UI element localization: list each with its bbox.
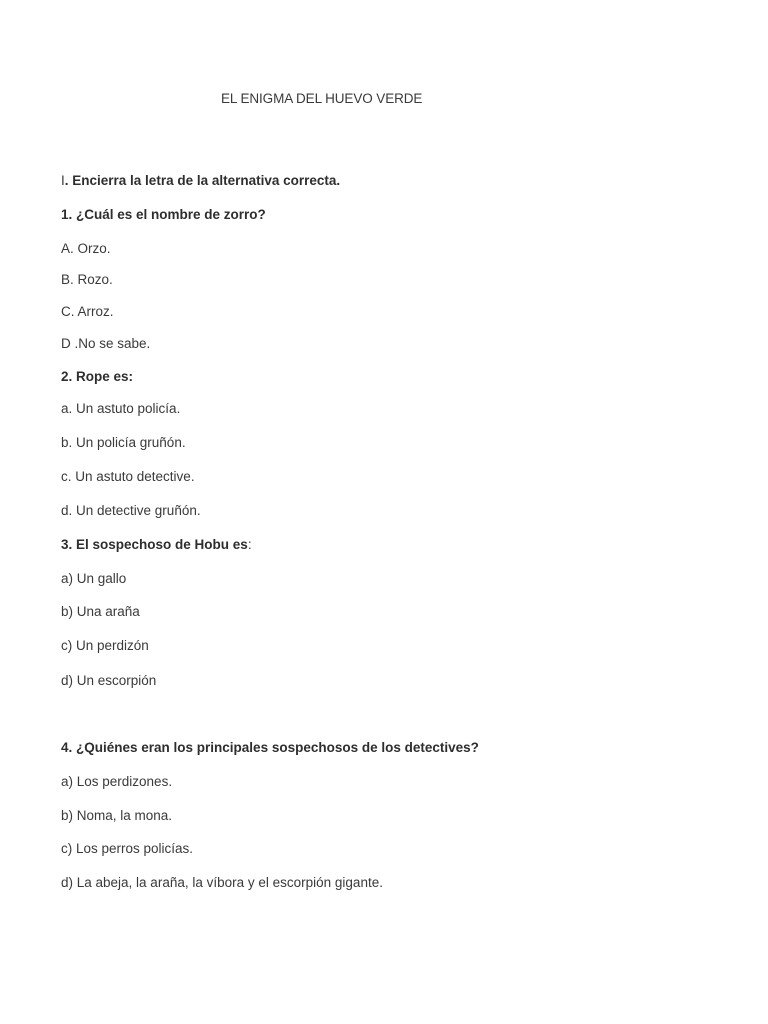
section-instruction <box>61 172 340 190</box>
question-3-option-c: c) Un perdizón <box>61 638 149 653</box>
question-4-prompt: 4. ¿Quiénes eran los principales sospechosos de los detectives? <box>61 740 479 755</box>
question-3-option-a: a) Un gallo <box>61 571 127 586</box>
question-2-option-c: c. Un astuto detective. <box>61 469 195 484</box>
question-1-option-a: A. Orzo. <box>61 241 111 256</box>
question-1-prompt: 1. ¿Cuál es el nombre de zorro? <box>61 207 266 222</box>
question-2-prompt: 2. Rope es: <box>61 369 134 384</box>
instruction-text: . Encierra la letra de la alternativa correcta. <box>64 173 341 188</box>
question-4-option-a: a) Los perdizones. <box>61 774 173 789</box>
question-3-prompt: 3. El sospechoso de Hobu es <box>61 537 248 552</box>
question-2-option-d: d. Un detective gruñón. <box>61 503 201 518</box>
question-3-option-d: d) Un escorpión <box>61 673 157 688</box>
question-2-option-a: a. Un astuto policía. <box>61 401 181 416</box>
section-numeral: I <box>61 173 65 188</box>
question-1-option-b: B. Rozo. <box>61 272 113 287</box>
question-3-prompt-suffix: : <box>247 537 252 552</box>
question-3-prompt-line <box>61 536 252 554</box>
question-1-option-d: D .No se sabe. <box>61 336 151 351</box>
question-2-option-b: b. Un policía gruñón. <box>61 435 186 450</box>
question-4-option-b: b) Noma, la mona. <box>61 808 173 823</box>
question-4-option-d: d) La abeja, la araña, la víbora y el escorpión gigante. <box>61 875 383 890</box>
document-title: EL ENIGMA DEL HUEVO VERDE <box>221 91 423 106</box>
question-1-option-c: C. Arroz. <box>61 304 114 319</box>
question-4-option-c: c) Los perros policías. <box>61 841 194 856</box>
question-3-option-b: b) Una araña <box>61 604 140 619</box>
